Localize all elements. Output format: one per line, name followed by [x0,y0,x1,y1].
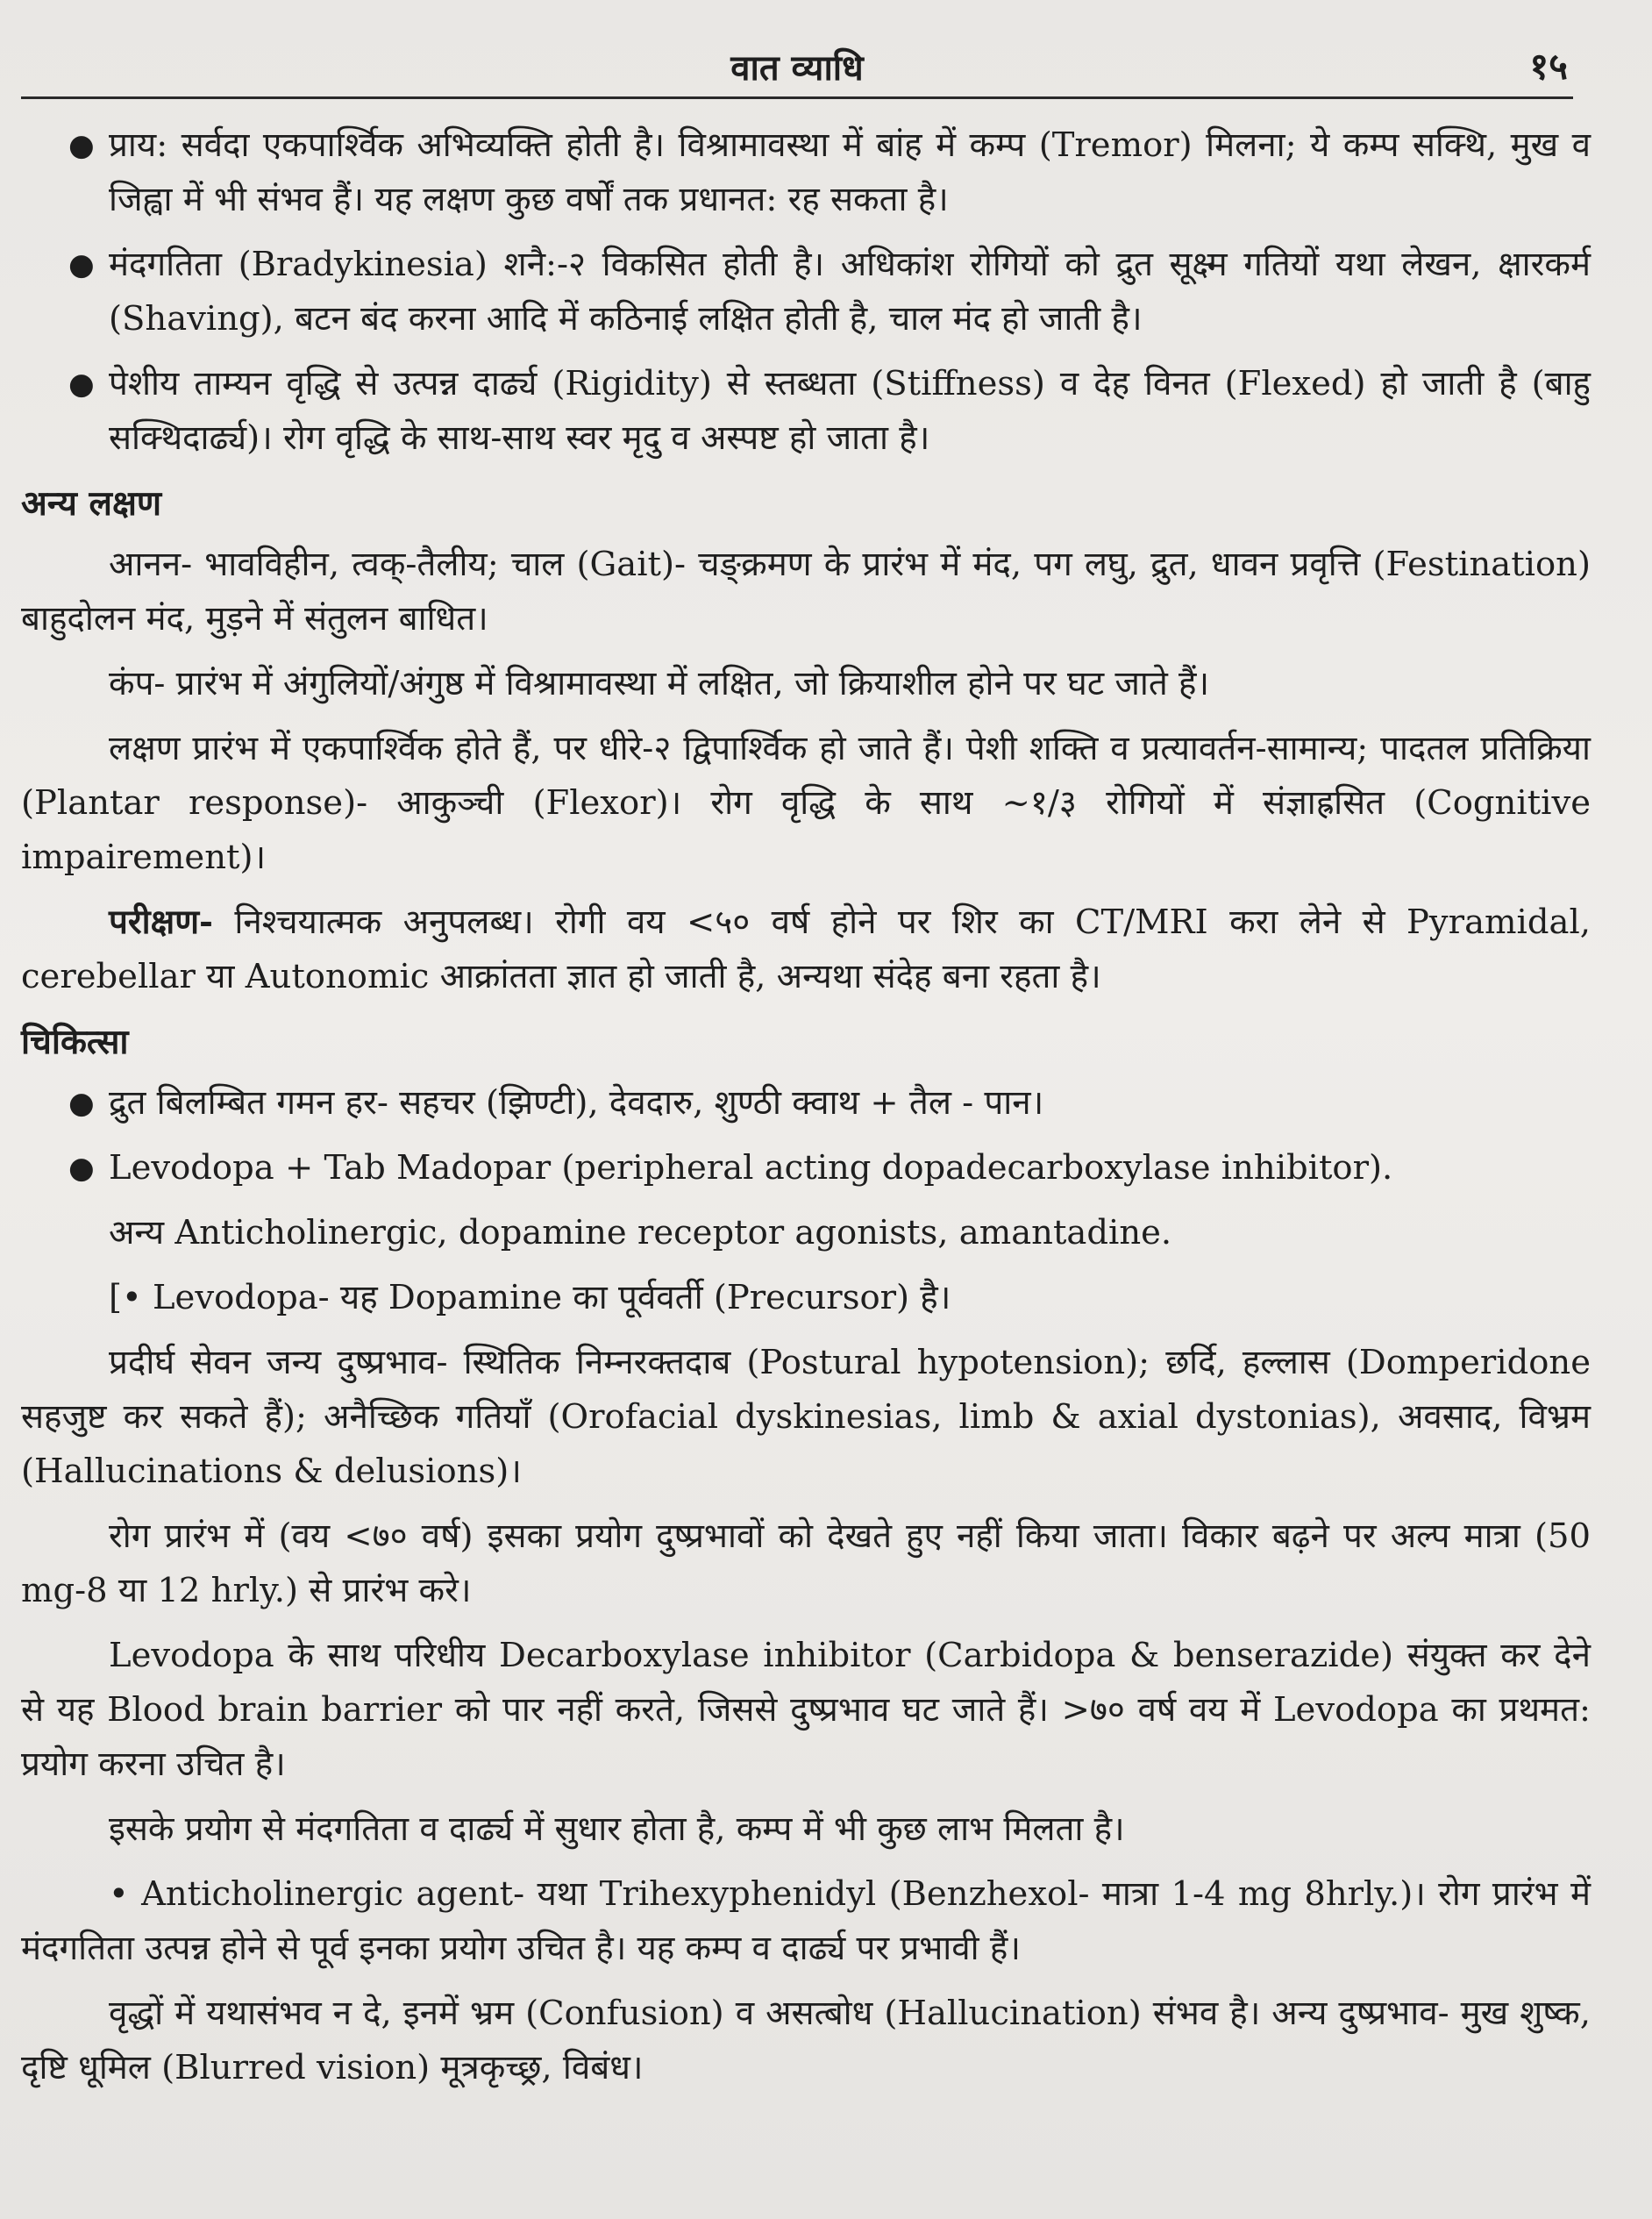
list-item-text: Levodopa + Tab Madopar (peripheral acting dopadecarboxylase inhibitor). [109,1148,1393,1188]
paragraph: लक्षण प्रारंभ में एकपार्श्विक होते हैं, पर धीरे-२ द्विपार्श्विक हो जाते हैं। पेशी शक्ति व प्रत्यावर्तन-सामान्य; पादतल प्रतिक्रिया (Plantar response)- आकुञ्ची (Flexor)। रोग वृद्धि के साथ ~१/३ रोगियों में संज्ञाह्रसित (Cognitive impairement)। [21,729,1591,877]
paragraph: • Anticholinergic agent- यथा Trihexyphenidyl (Benzhexol- मात्रा 1-4 mg 8hrly.)। रोग प्रारंभ में मंदगतिता उत्पन्न होने से पूर्व इनका प्रयोग उचित है। यह कम्प व दार्ढ्य पर प्रभावी हैं। [21,1874,1591,1968]
chapter-title: वात व्याधि [730,47,864,89]
list-item [21,238,1591,346]
bullet-icon: ● [68,1086,95,1121]
list-item [21,118,1591,227]
section-heading-other-symptoms: अन्य लक्षण [21,483,162,524]
paragraph: प्रदीर्घ सेवन जन्य दुष्प्रभाव- स्थितिक निम्नरक्तदाब (Postural hypotension); छर्दि, हल्लास (Domperidone सहजुष्ट कर सकते हैं); अनैच्छिक गतियाँ (Orofacial dyskinesias, limb & axial dystonias), अवसाद, विभ्रम (Hallucinations & delusions)। [21,1343,1591,1491]
list-item-text: द्रुत बिलम्बित गमन हर- सहचर (झिण्टी), देवदारु, शुण्ठी क्वाथ + तैल - पान। [109,1083,1044,1123]
bullet-icon: ● [68,1151,95,1186]
list-item-text: मंदगतिता (Bradykinesia) शनै:-२ विकसित होती है। अधिकांश रोगियों को द्रुत सूक्ष्म गतियों यथा लेखन, क्षारकर्म (Shaving), बटन बंद करना आदि में कठिनाई लक्षित होती है, चाल मंद हो जाती है। [109,245,1591,339]
examination-label: परीक्षण- [109,903,214,942]
list-item-text: प्राय: सर्वदा एकपार्श्विक अभिव्यक्ति होती है। विश्रामावस्था में बांह में कम्प (Tremor) मिलना; ये कम्प सक्थि, मुख व जिह्वा में भी संभव हैं। यह लक्षण कुछ वर्षों तक प्रधानत: रह सकता है। [109,125,1591,219]
paragraph-levodopa-note: [• Levodopa- यह Dopamine का पूर्ववर्ती (Precursor) है। [109,1278,951,1317]
paragraph: कंप- प्रारंभ में अंगुलियों/अंगुष्ठ में विश्रामावस्था में लक्षित, जो क्रियाशील होने पर घट जाते हैं। [109,664,1210,703]
section-heading-treatment: चिकित्सा [21,1022,129,1062]
list-item [21,1076,1591,1131]
list-item [21,357,1591,466]
paragraph-other-drugs: अन्य Anticholinergic, dopamine receptor agonists, amantadine. [109,1213,1172,1252]
examination-text: निश्चयात्मक अनुपलब्ध। रोगी वय <५० वर्ष होने पर शिर का CT/MRI करा लेने से Pyramidal, cerebellar या Autonomic आक्रांतता ज्ञात हो जाती है, अन्यथा संदेह बना रहता है। [21,903,1591,996]
list-item [21,1141,1591,1195]
paragraph: इसके प्रयोग से मंदगतिता व दार्ढ्य में सुधार होता है, कम्प में भी कुछ लाभ मिलता है। [109,1809,1125,1849]
bullet-icon: ● [68,247,95,282]
paragraph: वृद्धों में यथासंभव न दे, इनमें भ्रम (Confusion) व असत्बोध (Hallucination) संभव है। अन्य दुष्प्रभाव- मुख शुष्क, दृष्टि धूमिल (Blurred vision) मूत्रकृच्छ्र, विबंध। [21,1994,1591,2087]
page-content [21,118,1591,2095]
bullet-icon: ● [68,367,95,402]
paragraph-examination [21,895,1591,1004]
paragraph: रोग प्रारंभ में (वय <७० वर्ष) इसका प्रयोग दुष्प्रभावों को देखते हुए नहीं किया जाता। विकार बढ़ने पर अल्प मात्रा (50 mg-8 या 12 hrly.) से प्रारंभ करे। [21,1516,1591,1610]
page-number: १५ [1529,45,1568,88]
bullet-icon: ● [68,128,95,163]
running-header [21,35,1573,99]
paragraph: Levodopa के साथ परिधीय Decarboxylase inhibitor (Carbidopa & benserazide) संयुक्त कर देने से यह Blood brain barrier को पार नहीं करते, जिससे दुष्प्रभाव घट जाते हैं। >७० वर्ष वय में Levodopa का प्रथमत: प्रयोग करना उचित है। [21,1636,1591,1784]
list-item-text: पेशीय ताम्यन वृद्धि से उत्पन्न दार्ढ्य (Rigidity) से स्तब्धता (Stiffness) व देह विनत (Flexed) हो जाती है (बाहु सक्थिदार्ढ्य)। रोग वृद्धि के साथ-साथ स्वर मृदु व अस्पष्ट हो जाता है। [109,364,1591,458]
paragraph: आनन- भावविहीन, त्वक्-तैलीय; चाल (Gait)- चङ्क्रमण के प्रारंभ में मंद, पग लघु, द्रुत, धावन प्रवृत्ति (Festination) बाहुदोलन मंद, मुड़ने में संतुलन बाधित। [21,545,1591,639]
